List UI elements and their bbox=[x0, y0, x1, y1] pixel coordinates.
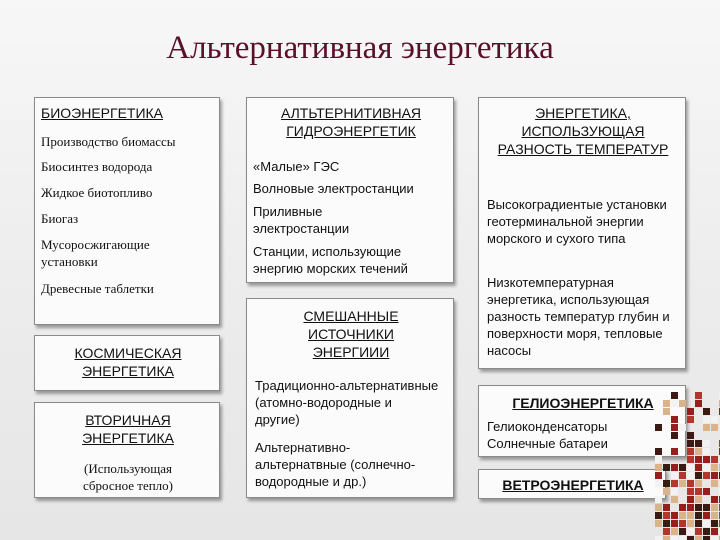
mosaic-tile bbox=[671, 528, 678, 535]
mosaic-tile bbox=[711, 536, 718, 540]
bioenergy-box bbox=[34, 97, 220, 325]
mosaic-tile bbox=[711, 480, 718, 487]
mosaic-tile bbox=[671, 464, 678, 471]
mosaic-tile bbox=[711, 528, 718, 535]
mosaic-tile bbox=[655, 448, 662, 455]
mosaic-tile bbox=[703, 504, 710, 511]
mosaic-tile bbox=[655, 520, 662, 527]
mosaic-tile bbox=[663, 512, 670, 519]
solar-energy-header: ГЕЛИОЭНЕРГЕТИКА bbox=[512, 395, 654, 411]
mosaic-tile bbox=[703, 456, 710, 463]
list-item: Производство биомассы bbox=[41, 134, 176, 149]
mosaic-tile bbox=[655, 504, 662, 511]
mosaic-tile bbox=[711, 456, 718, 463]
mosaic-tile bbox=[711, 424, 718, 431]
mosaic-tile bbox=[711, 464, 718, 471]
space-energy-header: КОСМИЧЕСКАЯ ЭНЕРГЕТИКА bbox=[74, 345, 182, 379]
mosaic-tile bbox=[655, 456, 662, 463]
mosaic-tile bbox=[687, 480, 694, 487]
mosaic-tile bbox=[703, 536, 710, 540]
mosaic-tile bbox=[679, 480, 686, 487]
mosaic-tile bbox=[663, 408, 670, 415]
mosaic-tile bbox=[671, 432, 678, 439]
wind-energy-box bbox=[478, 469, 666, 499]
decorative-mosaic bbox=[655, 392, 720, 540]
mosaic-tile bbox=[687, 472, 694, 479]
mosaic-tile bbox=[679, 512, 686, 519]
mosaic-tile bbox=[679, 520, 686, 527]
mosaic-tile bbox=[695, 512, 702, 519]
bioenergy-header: БИОЭНЕРГЕТИКА bbox=[41, 105, 164, 121]
list-item: Приливные электростанции bbox=[253, 204, 350, 236]
mosaic-tile bbox=[679, 400, 686, 407]
mosaic-tile bbox=[655, 472, 662, 479]
hydro-box bbox=[246, 97, 454, 283]
mosaic-tile bbox=[711, 496, 718, 503]
mosaic-tile bbox=[695, 528, 702, 535]
mosaic-tile bbox=[695, 472, 702, 479]
list-item: «Малые» ГЭС bbox=[253, 159, 340, 174]
mosaic-tile bbox=[687, 440, 694, 447]
temperature-energy-box bbox=[478, 97, 686, 369]
mosaic-tile bbox=[687, 496, 694, 503]
mosaic-tile bbox=[703, 440, 710, 447]
mosaic-tile bbox=[711, 512, 718, 519]
wind-energy-header: ВЕТРОЭНЕРГЕТИКА bbox=[502, 477, 644, 493]
mosaic-tile bbox=[679, 424, 686, 431]
mosaic-tile bbox=[663, 536, 670, 540]
mosaic-tile bbox=[695, 520, 702, 527]
list-item: Гелиоконденсаторы bbox=[487, 419, 608, 434]
slide-title: Альтернативная энергетика bbox=[166, 30, 554, 66]
mosaic-tile bbox=[679, 472, 686, 479]
list-item: Традиционно-альтернативные (атомно-водородные и другие) bbox=[255, 378, 439, 427]
mosaic-tile bbox=[671, 448, 678, 455]
mosaic-tile bbox=[687, 488, 694, 495]
mosaic-tile bbox=[687, 504, 694, 511]
temperature-energy-header: ЭНЕРГЕТИКА, ИСПОЛЬЗУЮЩАЯ РАЗНОСТЬ ТЕМПЕРАТУР bbox=[497, 105, 669, 157]
mosaic-tile bbox=[695, 464, 702, 471]
list-item: Мусоросжигающие установки bbox=[41, 237, 150, 269]
mosaic-tile bbox=[671, 520, 678, 527]
mosaic-tile bbox=[703, 488, 710, 495]
mosaic-tile bbox=[679, 536, 686, 540]
mosaic-tile bbox=[655, 496, 662, 503]
mosaic-tile bbox=[703, 464, 710, 471]
mosaic-tile bbox=[711, 472, 718, 479]
mosaic-tile bbox=[687, 536, 694, 540]
mosaic-tile bbox=[687, 432, 694, 439]
mosaic-tile bbox=[679, 504, 686, 511]
mosaic-tile bbox=[671, 392, 678, 399]
list-item: Древесные таблетки bbox=[41, 281, 154, 296]
mosaic-tile bbox=[671, 400, 678, 407]
mosaic-tile bbox=[671, 472, 678, 479]
mosaic-tile bbox=[695, 488, 702, 495]
mosaic-tile bbox=[687, 456, 694, 463]
mosaic-tile bbox=[703, 416, 710, 423]
mosaic-tile bbox=[711, 416, 718, 423]
list-item: Волновые электростанции bbox=[253, 181, 414, 196]
mosaic-tile bbox=[687, 528, 694, 535]
mosaic-tile bbox=[711, 504, 718, 511]
mosaic-tile bbox=[687, 448, 694, 455]
secondary-energy-box bbox=[34, 402, 220, 498]
mosaic-tile bbox=[655, 480, 662, 487]
space-energy-box bbox=[34, 335, 220, 391]
mosaic-tile bbox=[655, 464, 662, 471]
mosaic-tile bbox=[695, 440, 702, 447]
list-item: Жидкое биотопливо bbox=[41, 185, 153, 200]
list-item: Альтернативно-альтернатвные (солнечно-водородные и др.) bbox=[255, 440, 416, 489]
mosaic-tile bbox=[671, 536, 678, 540]
mosaic-tile bbox=[655, 536, 662, 540]
secondary-energy-header: ВТОРИЧНАЯ ЭНЕРГЕТИКА bbox=[82, 412, 174, 446]
mosaic-tile bbox=[703, 408, 710, 415]
mosaic-tile bbox=[695, 448, 702, 455]
mosaic-tile bbox=[695, 536, 702, 540]
secondary-energy-note: (Использующая сбросное тепло) bbox=[83, 461, 173, 493]
mosaic-tile bbox=[663, 504, 670, 511]
mosaic-tile bbox=[695, 480, 702, 487]
mosaic-tile bbox=[703, 472, 710, 479]
mosaic-tile bbox=[679, 464, 686, 471]
mosaic-tile bbox=[687, 408, 694, 415]
mosaic-tile bbox=[655, 424, 662, 431]
mosaic-tile bbox=[671, 512, 678, 519]
mosaic-tile bbox=[655, 512, 662, 519]
mosaic-tile bbox=[695, 496, 702, 503]
mosaic-tile bbox=[671, 416, 678, 423]
mosaic-tile bbox=[695, 392, 702, 399]
list-item: Станции, использующие энергию морских течений bbox=[253, 244, 408, 276]
mosaic-tile bbox=[703, 520, 710, 527]
mosaic-tile bbox=[671, 496, 678, 503]
mosaic-tile bbox=[695, 456, 702, 463]
mosaic-tile bbox=[695, 400, 702, 407]
mosaic-tile bbox=[679, 528, 686, 535]
mosaic-tile bbox=[703, 448, 710, 455]
mosaic-tile bbox=[687, 416, 694, 423]
mosaic-tile bbox=[671, 480, 678, 487]
hydro-header: АЛТЬТЕРНИТИВНАЯ ГИДРОЭНЕРГЕТИК bbox=[280, 105, 422, 139]
list-item: Биогаз bbox=[41, 211, 79, 226]
mosaic-tile bbox=[687, 512, 694, 519]
mosaic-tile bbox=[663, 400, 670, 407]
list-item: Солнечные батареи bbox=[487, 436, 608, 451]
mosaic-tile bbox=[671, 488, 678, 495]
mosaic-tile bbox=[663, 480, 670, 487]
mosaic-tile bbox=[663, 520, 670, 527]
mosaic-tile bbox=[703, 512, 710, 519]
list-item: Биосинтез водорода bbox=[41, 159, 153, 174]
mixed-sources-header: СМЕШАННЫЕ ИСТОЧНИКИ ЭНЕРГИИИ bbox=[303, 308, 399, 360]
mosaic-tile bbox=[695, 504, 702, 511]
list-item: Низкотемпературная энергетика, использующая разность температур глубин и поверхности моря, тепловые насосы bbox=[487, 275, 670, 358]
mosaic-tile bbox=[671, 424, 678, 431]
mixed-sources-box bbox=[246, 298, 454, 498]
mosaic-tile bbox=[687, 464, 694, 471]
list-item: Высокоградиентые установки геотерминальной энергии морского и сухого типа bbox=[487, 197, 667, 246]
mosaic-tile bbox=[703, 528, 710, 535]
mosaic-tile bbox=[663, 488, 670, 495]
mosaic-tile bbox=[711, 520, 718, 527]
mosaic-tile bbox=[687, 520, 694, 527]
mosaic-tile bbox=[703, 424, 710, 431]
mosaic-tile bbox=[663, 528, 670, 535]
mosaic-tile bbox=[663, 464, 670, 471]
